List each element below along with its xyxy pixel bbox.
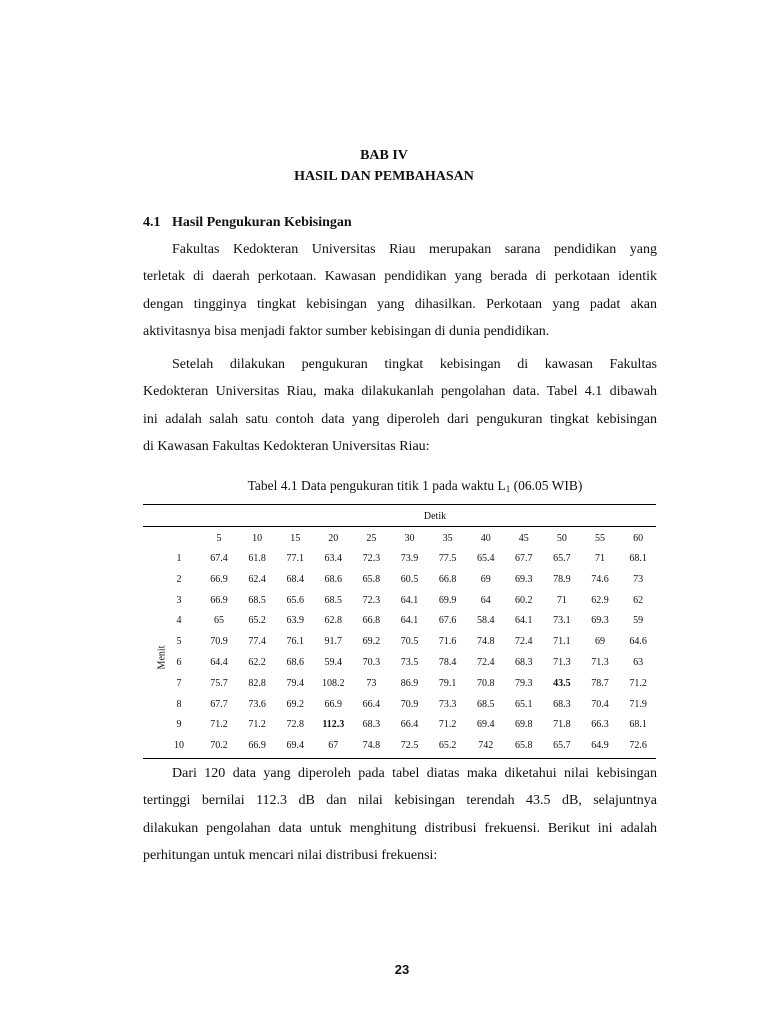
table-cell: 67.6 — [438, 615, 457, 627]
table-cell: 71.9 — [629, 698, 647, 710]
row-label: 6 — [176, 657, 182, 668]
table-caption-subscript: 1 — [505, 484, 511, 494]
row-label: 7 — [176, 677, 182, 689]
row-label: 1 — [176, 553, 182, 564]
table-top-rule — [143, 504, 656, 505]
table-cell: 91.7 — [324, 636, 343, 648]
column-header: 30 — [404, 533, 415, 544]
paragraph-line: terletak di daerah perkotaan. Kawasan pendidikan yang berada di perkotaan identik — [143, 269, 657, 285]
table-cell: 79.4 — [286, 677, 304, 689]
table-cell: 63.9 — [286, 615, 304, 627]
section-title: Hasil Pengukuran Kebisingan — [172, 215, 352, 230]
table-cell: 68.4 — [286, 573, 304, 585]
table-cell: 72.5 — [400, 740, 419, 752]
table-cell: 67.7 — [210, 698, 228, 710]
table-cell: 72.4 — [515, 636, 533, 648]
table-cell: 71.2 — [210, 719, 228, 731]
table-cell: 62.2 — [248, 657, 266, 668]
table-cell: 74.8 — [476, 636, 495, 648]
table-cell: 65.8 — [362, 573, 381, 585]
table-cell: 71.2 — [248, 719, 266, 731]
table-cell: 66.8 — [438, 573, 457, 585]
table-caption — [0, 478, 768, 494]
table-cell: 72.8 — [286, 719, 304, 731]
table-cell: 60.2 — [515, 594, 533, 606]
paragraph-line: dilakukan pengolahan data untuk menghitung distribusi frekuensi. Berikut ini adalah — [143, 820, 657, 836]
table-cell: 65.1 — [515, 698, 533, 710]
table-cell: 67 — [328, 740, 339, 752]
table-cell: 65.6 — [286, 594, 304, 606]
row-label: 2 — [176, 573, 182, 585]
section-number: 4.1 — [143, 215, 161, 230]
table-cell: 63 — [633, 657, 644, 668]
table-cell: 65.7 — [553, 740, 571, 752]
table-cell: 72.6 — [629, 740, 647, 752]
chapter-title: HASIL DAN PEMBAHASAN — [294, 169, 474, 184]
table-row — [143, 695, 656, 715]
table-cell: 62 — [633, 594, 644, 606]
paragraph-line: Kedokteran Universitas Riau, maka dilakukanlah pengolahan data. Tabel 4.1 dibawah — [143, 384, 657, 400]
paragraph-line: Setelah dilakukan pengukuran tingkat kebisingan di kawasan Fakultas — [172, 357, 657, 372]
table-cell: 65.7 — [553, 553, 571, 564]
table-cell: 66.9 — [210, 573, 228, 585]
paragraph-line: perhitungan untuk mencari nilai distribusi frekuensi: — [143, 848, 438, 864]
table-cell: 66.4 — [400, 719, 419, 731]
table-cell: 68.5 — [324, 594, 343, 606]
table-cell: 64.6 — [629, 636, 647, 648]
paragraph-2 — [143, 351, 657, 461]
table-cell: 65.2 — [438, 740, 457, 752]
table-cell: 73 — [366, 677, 377, 689]
table-cell: 70.3 — [362, 657, 381, 668]
table-cell: 73.1 — [553, 615, 571, 627]
table-cell: 82.8 — [248, 677, 266, 689]
paragraph-3 — [143, 760, 657, 870]
table-cell: 78.4 — [438, 657, 457, 668]
table-cell: 71.6 — [438, 636, 457, 648]
table-cell: 43.5 — [553, 677, 571, 689]
table-cell: 67.7 — [515, 553, 533, 564]
table-cell: 69.8 — [515, 719, 533, 731]
table-cell: 65.4 — [476, 553, 495, 564]
table-cell: 65.8 — [515, 740, 533, 752]
table-header-rule — [143, 526, 656, 527]
table-cell: 77.5 — [438, 553, 457, 564]
column-header: 35 — [442, 533, 453, 544]
paragraph-line: ini adalah salah satu contoh data yang diperoleh dari pengukuran tingkat kebisingan — [143, 411, 657, 427]
table-cell: 73.6 — [248, 698, 266, 710]
table-row — [143, 653, 656, 673]
table-cell: 64.9 — [591, 740, 609, 752]
row-label: 3 — [176, 594, 182, 606]
table-row — [143, 736, 656, 756]
table-header-row — [143, 529, 656, 549]
table-row — [143, 591, 656, 611]
table-cell: 77.4 — [248, 636, 266, 648]
table-cell: 66.9 — [248, 740, 266, 752]
table-cell: 66.3 — [591, 719, 609, 731]
table-cell: 68.1 — [629, 719, 647, 731]
table-cell: 65 — [214, 615, 224, 627]
table-cell: 70.9 — [210, 636, 228, 648]
table-cell: 78.7 — [591, 677, 609, 689]
table-cell: 66.8 — [362, 615, 381, 627]
paragraph-line: aktivitasnya bisa menjadi faktor sumber kebisingan di dunia pendidikan. — [143, 324, 550, 340]
table-cell: 742 — [478, 740, 494, 752]
table-cell: 70.4 — [591, 698, 609, 710]
column-header: 5 — [216, 533, 222, 544]
table-cell: 72.4 — [476, 657, 495, 668]
column-header: 25 — [366, 533, 377, 544]
table-cell: 76.1 — [286, 636, 304, 648]
table-cell: 59.4 — [324, 657, 343, 668]
table-cell: 68.6 — [324, 573, 343, 585]
table-row — [143, 570, 656, 590]
table-cell: 71.8 — [553, 719, 571, 731]
table-cell: 72.3 — [362, 594, 381, 606]
table-cell: 65.2 — [248, 615, 266, 627]
column-header: 50 — [556, 533, 567, 544]
section-heading — [143, 215, 352, 231]
table-cell: 86.9 — [400, 677, 419, 689]
table-cell: 68.6 — [286, 657, 304, 668]
table-cell: 79.1 — [438, 677, 457, 689]
row-label: 8 — [176, 698, 182, 710]
table-cell: 108.2 — [322, 677, 345, 689]
table-row — [143, 549, 656, 569]
table-caption-time: (06.05 WIB) — [510, 478, 583, 493]
row-label: 4 — [176, 615, 182, 627]
table-cell: 71 — [556, 594, 567, 606]
table-cell: 62.4 — [248, 573, 266, 585]
column-header: 40 — [480, 533, 491, 544]
column-header: 60 — [633, 533, 644, 544]
table-cell: 68.5 — [248, 594, 266, 606]
table-cell: 70.5 — [400, 636, 419, 648]
table-cell: 69 — [480, 573, 491, 585]
table-cell: 75.7 — [210, 677, 228, 689]
table-cell: 71.3 — [591, 657, 609, 668]
table-cell: 64.4 — [210, 657, 228, 668]
table-cell: 68.1 — [629, 553, 647, 564]
table-cell: 62.8 — [324, 615, 343, 627]
table-cell: 66.9 — [210, 594, 228, 606]
table-cell: 68.3 — [362, 719, 381, 731]
table-cell: 69.2 — [286, 698, 304, 710]
table-cell: 71.2 — [629, 677, 647, 689]
table-cell: 70.9 — [400, 698, 419, 710]
paragraph-line: Dari 120 data yang diperoleh pada tabel diatas maka diketahui nilai kebisingan — [172, 766, 657, 781]
table-cell: 68.3 — [553, 698, 571, 710]
table-bottom-rule — [143, 758, 656, 759]
table-cell: 63.4 — [324, 553, 343, 564]
column-header: 10 — [252, 533, 263, 544]
table-cell: 60.5 — [400, 573, 419, 585]
table-cell: 73.3 — [438, 698, 457, 710]
table-cell: 59 — [633, 615, 644, 627]
table-cell: 79.3 — [515, 677, 533, 689]
table-cell: 70.2 — [210, 740, 228, 752]
table-cell: 70.8 — [476, 677, 495, 689]
table-cell: 71.3 — [553, 657, 571, 668]
table-cell: 68.5 — [476, 698, 495, 710]
table-cell: 73.9 — [400, 553, 419, 564]
table-cell: 77.1 — [286, 553, 304, 564]
table-cell: 64.1 — [400, 615, 419, 627]
table-cell: 58.4 — [476, 615, 495, 627]
table-cell: 112.3 — [322, 719, 345, 731]
column-header: 20 — [328, 533, 339, 544]
paragraph-line: Fakultas Kedokteran Universitas Riau merupakan sarana pendidikan yang — [172, 242, 657, 257]
table-cell: 66.4 — [362, 698, 381, 710]
row-label: 9 — [176, 719, 182, 731]
table-cell: 62.9 — [591, 594, 609, 606]
row-label: 5 — [176, 636, 182, 648]
paragraph-line: dengan tingginya tingkat kebisingan yang dihasilkan. Perkotaan yang padat akan — [143, 296, 657, 312]
table-cell: 69 — [595, 636, 605, 648]
table-caption-text: Tabel 4.1 Data pengukuran titik 1 pada waktu L — [247, 478, 506, 493]
table-cell: 72.3 — [362, 553, 381, 564]
table-cell: 68.3 — [515, 657, 533, 668]
table-row — [143, 715, 656, 735]
column-header: 15 — [290, 533, 301, 544]
table-cell: 69.9 — [438, 594, 457, 606]
column-group-label: Detik — [423, 511, 447, 522]
table-cell: 73.5 — [400, 657, 419, 668]
table-cell: 69.4 — [476, 719, 495, 731]
table-cell: 71.2 — [438, 719, 457, 731]
table-cell: 69.2 — [362, 636, 381, 648]
table-cell: 66.9 — [324, 698, 343, 710]
table-cell: 69.3 — [591, 615, 609, 627]
column-header: 55 — [595, 533, 605, 544]
table-cell: 69.4 — [286, 740, 304, 752]
row-group-label: Menit — [156, 645, 168, 670]
page-number: 23 — [394, 962, 410, 977]
chapter-number: BAB IV — [360, 148, 408, 163]
table-cell: 78.9 — [553, 573, 571, 585]
table-cell: 73 — [633, 573, 644, 585]
table-cell: 64 — [480, 594, 491, 606]
paragraph-1 — [143, 236, 657, 346]
table-row — [143, 611, 656, 631]
paragraph-line: tertinggi bernilai 112.3 dB dan nilai kebisingan terendah 43.5 dB, selajuntnya — [143, 793, 657, 809]
table-cell: 74.8 — [362, 740, 381, 752]
table-cell: 71 — [595, 553, 605, 564]
table-cell: 61.8 — [248, 553, 266, 564]
table-row — [143, 674, 656, 694]
table-cell: 69.3 — [515, 573, 533, 585]
table-cell: 74.6 — [591, 573, 609, 585]
paragraph-line: di Kawasan Fakultas Kedokteran Universitas Riau: — [143, 439, 430, 455]
table-cell: 64.1 — [400, 594, 419, 606]
row-label: 10 — [174, 740, 184, 752]
table-cell: 71.1 — [553, 636, 571, 648]
table-cell: 67.4 — [210, 553, 228, 564]
table-row — [143, 632, 656, 652]
table-cell: 64.1 — [515, 615, 533, 627]
column-header: 45 — [518, 533, 529, 544]
